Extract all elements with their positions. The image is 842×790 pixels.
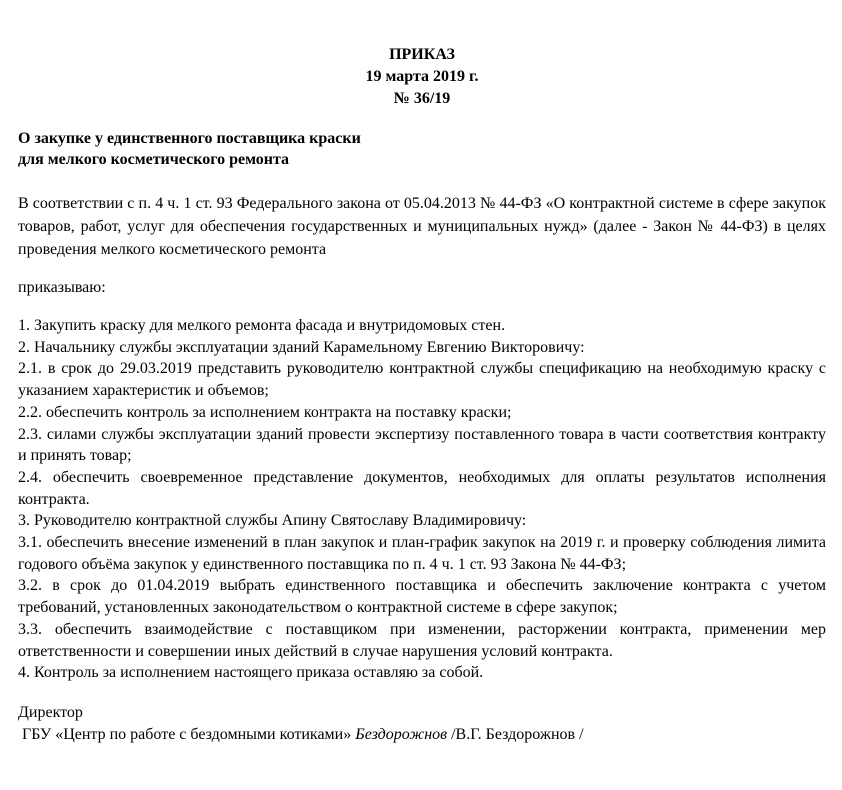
order-item-2: 2. Начальнику службы эксплуатации зданий Карамельному Евгению Викторовичу: xyxy=(18,338,585,356)
order-item-2-3: 2.3. силами службы эксплуатации зданий провести экспертизу поставленного товара в части соответствия контракту и принять товар; xyxy=(18,425,826,465)
order-word: приказываю: xyxy=(18,279,106,296)
document-title: ПРИКАЗ xyxy=(389,46,455,63)
signature-block xyxy=(18,702,826,746)
preamble-paragraph: В соответствии с п. 4 ч. 1 ст. 93 Федерального закона от 05.04.2013 № 44-ФЗ «О контрактной системе в сфере закупок товаров, работ, услуг для обеспечения государственных и муниципальных нужд» (далее - Закон № 44-ФЗ) в целях проведения мелкого косметического ремонта xyxy=(18,195,826,258)
order-item-4: 4. Контроль за исполнением настоящего приказа оставляю за собой. xyxy=(18,664,484,682)
document-subject xyxy=(18,128,826,170)
signatory-position: Директор xyxy=(18,703,83,721)
order-document xyxy=(18,44,826,746)
order-item-2-2: 2.2. обеспечить контроль за исполнением контракта на поставку краски; xyxy=(18,403,512,421)
document-number: № 36/19 xyxy=(393,90,451,107)
document-date: 19 марта 2019 г. xyxy=(365,68,479,85)
signatory-name: /В.Г. Бездорожнов / xyxy=(451,725,584,743)
organization-name: ГБУ «Центр по работе с бездомными котиками» xyxy=(22,725,352,743)
order-item-3-3: 3.3. обеспечить взаимодействие с поставщиком при изменении, расторжении контракта, применении мер ответственности и совершении иных действий в случае нарушения условий контракта. xyxy=(18,620,826,660)
document-header xyxy=(18,44,826,110)
order-item-3: 3. Руководителю контрактной службы Апину Святославу Владимировичу: xyxy=(18,512,527,530)
subject-line-1: О закупке у единственного поставщика краски xyxy=(18,130,361,147)
order-items-list xyxy=(18,315,826,684)
order-item-1: 1. Закупить краску для мелкого ремонта фасада и внутридомовых стен. xyxy=(18,317,506,334)
signature-line xyxy=(18,724,826,746)
order-item-2-1: 2.1. в срок до 29.03.2019 представить руководителю контрактной службы спецификацию на необходимую краску с указанием характеристик и объемов; xyxy=(18,360,826,400)
order-item-3-2: 3.2. в срок до 01.04.2019 выбрать единственного поставщика и обеспечить заключение контракта с учетом требований, установленных законодательством о контрактной системе в сфере закупок; xyxy=(18,577,826,617)
handwritten-signature: Бездорожнов xyxy=(355,725,448,743)
order-item-2-4: 2.4. обеспечить своевременное представление документов, необходимых для оплаты результатов исполнения контракта. xyxy=(18,468,826,508)
subject-line-2: для мелкого косметического ремонта xyxy=(18,151,290,168)
order-item-3-1: 3.1. обеспечить внесение изменений в план закупок и план-график закупок на 2019 г. и проверку соблюдения лимита годового объёма закупок у единственного поставщика по п. 4 ч. 1 ст. 93 Закона № 44-ФЗ; xyxy=(18,534,826,573)
